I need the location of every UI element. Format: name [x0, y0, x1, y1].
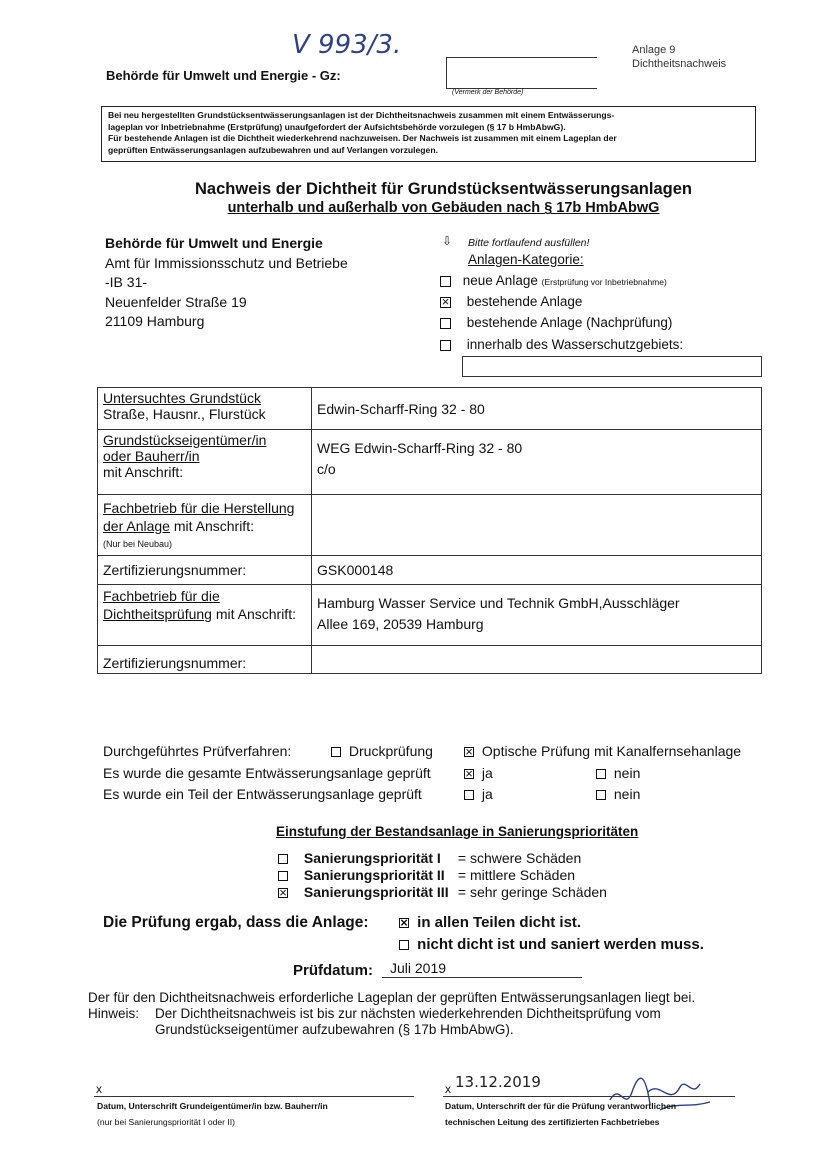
- test-date-label: Prüfdatum:: [293, 962, 373, 979]
- priority-heading: Einstufung der Bestandsanlage in Sanierungsprioritäten: [276, 824, 639, 839]
- certification-number-field[interactable]: [312, 556, 762, 585]
- priority-desc: = schwere Schäden: [457, 850, 582, 866]
- checkbox-new-installation[interactable]: [440, 276, 451, 287]
- label-rest-part: mit Anschrift:: [211, 606, 296, 622]
- checkbox-pressure-test[interactable]: [331, 747, 341, 757]
- handwritten-reference: V 993/3.: [292, 30, 402, 60]
- authority-stamp-caption: (Vermerk der Behörde): [452, 89, 524, 96]
- category-water-protection-label: innerhalb des Wasserschutzgebiets:: [466, 337, 684, 352]
- hint-line: Grundstückseigentümer aufzubewahren (§ 17b HmbAbwG).: [155, 1022, 514, 1037]
- certification-number-value: GSK000148: [317, 562, 394, 578]
- ja-label: ja: [481, 786, 493, 802]
- table-row: [98, 646, 762, 674]
- checkbox-part-nein[interactable]: [596, 790, 606, 800]
- checkbox-existing-installation[interactable]: [440, 297, 451, 308]
- priority-row-3: [278, 884, 607, 900]
- procedure-label: Durchgeführtes Prüfverfahren:: [103, 743, 292, 759]
- priority-label: Sanierungspriorität II: [303, 867, 445, 883]
- owner-signature-line[interactable]: [94, 1082, 414, 1097]
- result-tight-label: in allen Teilen dicht ist.: [417, 914, 582, 931]
- priority-row-2: [278, 867, 575, 883]
- result-tight: [399, 914, 581, 931]
- table-row: [98, 495, 762, 556]
- whole-tested-ja: [464, 765, 493, 781]
- owner-co: c/o: [317, 461, 336, 477]
- label-line: Fachbetrieb für die Herstellung: [103, 500, 295, 516]
- annex-number: Anlage 9: [632, 44, 676, 56]
- checkbox-existing-recheck[interactable]: [440, 318, 451, 329]
- part-tested-nein: [596, 786, 640, 802]
- category-new-note: (Erstprüfung vor Inbetriebnahme): [541, 277, 667, 287]
- label-underlined-part: der Anlage: [103, 518, 170, 534]
- checkbox-water-protection-area[interactable]: [440, 340, 451, 351]
- testing-company-field[interactable]: [312, 585, 762, 646]
- address-line: Amt für Immissionsschutz und Betriebe: [105, 254, 348, 271]
- procedure-pressure-label: Druckprüfung: [348, 743, 433, 759]
- fill-hint: Bitte fortlaufend ausfüllen!: [468, 237, 590, 249]
- category-new-label: neue Anlage: [462, 273, 538, 288]
- nein-label: nein: [613, 786, 641, 802]
- result-not-tight-label: nicht dicht ist und saniert werden muss.: [417, 936, 704, 953]
- owner-name: WEG Edwin-Scharff-Ring 32 - 80: [317, 440, 523, 456]
- hint-line: Der Dichtheitsnachweis ist bis zur nächsten wiederkehrenden Dichtheitsprüfung vom: [155, 1006, 661, 1021]
- checkbox-part-ja[interactable]: [464, 790, 474, 800]
- notice-line: Für bestehende Anlagen ist die Dichtheit wiederkehrend nachzuweisen. Der Nachweis ist zusammen mit einem Lageplan der: [108, 133, 617, 144]
- water-protection-field[interactable]: [462, 356, 762, 377]
- result-not-tight: [399, 936, 704, 953]
- checkbox-priority-3[interactable]: [278, 888, 288, 898]
- category-recheck: [440, 315, 672, 330]
- category-recheck-label: bestehende Anlage (Nachprüfung): [466, 315, 673, 330]
- procedure-optical: [464, 743, 741, 759]
- address-line: Neuenfelder Straße 19: [105, 293, 247, 310]
- testing-company-line: Hamburg Wasser Service und Technik GmbH,Ausschläger: [317, 595, 680, 611]
- table-label: [98, 388, 312, 430]
- annex-title: Dichtheitsnachweis: [632, 58, 727, 70]
- checkbox-whole-nein[interactable]: [596, 769, 606, 779]
- document-title: Nachweis der Dichtheit für Grundstücksentwässerungsanlagen: [195, 180, 692, 198]
- signature-x-mark: x: [96, 1082, 102, 1096]
- label-rest-part: mit Anschrift:: [169, 518, 254, 534]
- test-date-field[interactable]: [382, 960, 582, 978]
- procedure-optical-label: Optische Prüfung mit Kanalfernsehanlage: [481, 743, 742, 759]
- table-label: Zertifizierungsnummer:: [98, 556, 312, 585]
- document-subtitle: unterhalb und außerhalb von Gebäuden nach § 17b HmbAbwG: [227, 200, 660, 216]
- table-row: [98, 388, 762, 430]
- label-line: [103, 605, 306, 623]
- table-label: [98, 495, 312, 556]
- table-row: [98, 556, 762, 585]
- property-details-table: [97, 387, 762, 674]
- priority-label: Sanierungspriorität III: [303, 884, 449, 900]
- category-new: [440, 273, 667, 288]
- authority-stamp-field[interactable]: [446, 57, 597, 89]
- label-line: oder Bauherr/in: [103, 448, 200, 464]
- address-line: -IB 31-: [105, 274, 148, 290]
- technician-signature-caption-2: technischen Leitung des zertifizierten Fachbetriebes: [445, 1117, 660, 1127]
- priority-label: Sanierungspriorität I: [303, 850, 441, 866]
- address-line: 21109 Hamburg: [105, 313, 205, 329]
- label-line: mit Anschrift:: [103, 464, 184, 480]
- authority-address: [105, 234, 348, 332]
- construction-company-field[interactable]: [312, 495, 762, 556]
- signature-x-mark: x: [445, 1082, 451, 1096]
- table-label: [98, 585, 312, 646]
- checkbox-result-not-tight[interactable]: [399, 940, 409, 950]
- checkbox-optical-test[interactable]: [464, 747, 474, 757]
- category-heading: Anlagen-Kategorie:: [468, 252, 584, 267]
- priority-row-1: [278, 850, 581, 866]
- property-address-value: Edwin-Scharff-Ring 32 - 80: [317, 400, 485, 417]
- category-existing-label: bestehende Anlage: [466, 294, 583, 309]
- label-underlined-part: Dichtheitsprüfung: [103, 606, 212, 622]
- priority-desc: = mittlere Schäden: [457, 867, 576, 883]
- owner-field[interactable]: [312, 430, 762, 495]
- property-address-field[interactable]: [312, 388, 762, 430]
- table-row: [98, 585, 762, 646]
- nein-label: nein: [613, 765, 641, 781]
- authority-gz-label: Behörde für Umwelt und Energie - Gz:: [106, 68, 341, 83]
- notice-box: [101, 106, 756, 162]
- owner-signature-note: (nur bei Sanierungspriorität I oder II): [97, 1117, 236, 1127]
- technician-signature-date: 13.12.2019: [455, 1073, 541, 1091]
- procedure-pressure: [331, 743, 433, 759]
- label-line: Grundstückseigentümer/in: [103, 432, 267, 448]
- priority-desc: = sehr geringe Schäden: [457, 884, 607, 900]
- owner-signature-caption: Datum, Unterschrift Grundeigentümer/in bzw. Bauherr/in: [97, 1101, 328, 1111]
- testing-company-line: Allee 169, 20539 Hamburg: [317, 616, 484, 632]
- label-line: Fachbetrieb für die: [103, 588, 220, 604]
- test-date-value: Juli 2019: [390, 960, 447, 976]
- result-label: Die Prüfung ergab, dass die Anlage:: [103, 914, 369, 931]
- checkbox-whole-ja[interactable]: [464, 769, 474, 779]
- label-line: (Nur bei Neubau): [103, 539, 173, 549]
- checkbox-priority-1[interactable]: [278, 854, 288, 864]
- testing-certification-field[interactable]: [312, 646, 762, 674]
- table-label: Zertifizierungsnummer:: [98, 646, 312, 674]
- down-arrow-icon: ⇩: [442, 234, 453, 248]
- part-tested-ja: [464, 786, 493, 802]
- notice-line: lageplan vor Inbetriebnahme (Erstprüfung) unaufgefordert der Aufsichtsbehörde vorzulegen (§ 17 b HmbAbwG).: [108, 121, 566, 132]
- address-line: Behörde für Umwelt und Energie: [105, 235, 323, 251]
- table-label: [98, 430, 312, 495]
- checkbox-result-tight[interactable]: [399, 918, 409, 928]
- ja-label: ja: [481, 765, 493, 781]
- label-line: [103, 517, 306, 535]
- technician-signature-caption: Datum, Unterschrift der für die Prüfung verantwortlichen: [445, 1101, 677, 1111]
- table-row: [98, 430, 762, 495]
- handwritten-signature: [600, 1062, 720, 1122]
- part-tested-label: Es wurde ein Teil der Entwässerungsanlage geprüft: [103, 786, 422, 802]
- site-plan-note: Der für den Dichtheitsnachweis erforderliche Lageplan der geprüften Entwässerungsanlagen liegt bei.: [88, 990, 696, 1005]
- notice-line: geprüften Entwässerungsanlagen aufzubewahren und auf Verlangen vorzulegen.: [108, 144, 438, 155]
- whole-tested-nein: [596, 765, 640, 781]
- category-existing: [440, 294, 582, 309]
- category-water-protection: [440, 337, 683, 352]
- notice-line: Bei neu hergestellten Grundstücksentwässerungsanlagen ist der Dichtheitsnachweis zusammen mit einem Entwässerungs-: [108, 110, 615, 120]
- hint-label: Hinweis:: [88, 1006, 140, 1021]
- checkbox-priority-2[interactable]: [278, 871, 288, 881]
- whole-tested-label: Es wurde die gesamte Entwässerungsanlage geprüft: [103, 765, 431, 781]
- label-line: Untersuchtes Grundstück: [103, 390, 261, 406]
- label-line: Straße, Hausnr., Flurstück: [103, 406, 266, 422]
